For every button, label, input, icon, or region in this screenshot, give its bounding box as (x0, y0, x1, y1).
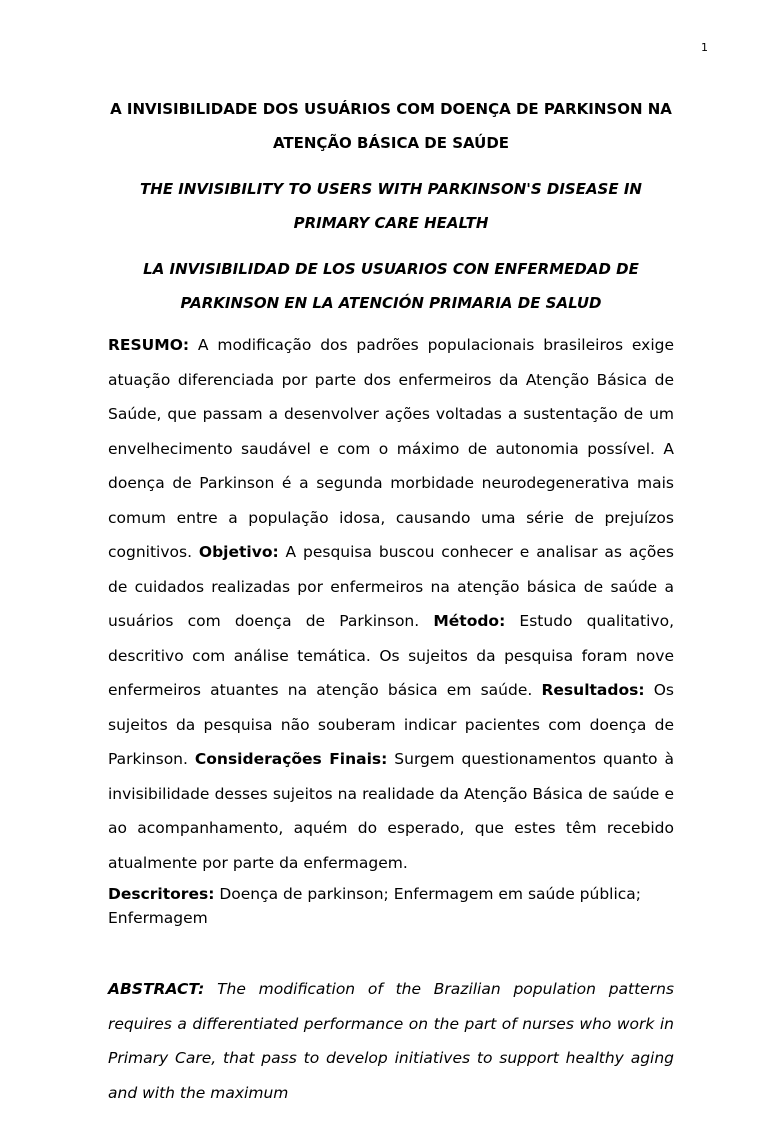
consideracoes-label: Considerações Finais: (194, 750, 388, 768)
resumo-label: RESUMO: (108, 336, 190, 354)
resumo-paragraph (108, 328, 674, 880)
paper-body (108, 92, 674, 1126)
title-english: THE INVISIBILITY TO USERS WITH PARKINSON'S DISEASE IN PRIMARY CARE HEALTH (140, 180, 642, 232)
resumo-intro: A modificação dos padrões populacionais brasileiros exige atuação diferenciada por parte dos enfermeiros da Atenção Básica de Saúde, que passam a desenvolver ações voltadas a sustentação de um envelhecimento saudável e com o máximo de autonomia possível. A doença de Parkinson é a segunda morbidade neurodegenerativa mais comum entre a população idosa, causando uma série de prejuízos cognitivos. (108, 336, 674, 561)
objetivo-label: Objetivo: (198, 543, 279, 561)
consideracoes-text: Surgem questionamentos quanto à invisibilidade desses sujeitos na realidade da Atenção Básica de saúde e ao acompanhamento, aquém do esperado, que estes têm recebido atualmente por parte da enfermagem. (108, 750, 674, 872)
page-number: 1 (701, 41, 708, 54)
resultados-text: Os sujeitos da pesquisa não souberam indicar pacientes com doença de Parkinson. (108, 681, 674, 768)
title-spanish: LA INVISIBILIDAD DE LOS USUARIOS CON ENFERMEDAD DE PARKINSON EN LA ATENCIÓN PRIMARIA DE SALUD (143, 260, 639, 312)
descritores-line (108, 882, 674, 930)
abstract-text: The modification of the Brazilian population patterns requires a differentiated performance on the part of nurses who work in Primary Care, that pass to develop initiatives to support healthy aging and with the maximum (108, 980, 674, 1102)
descritores-text: Doença de parkinson; Enfermagem em saúde pública; Enfermagem (108, 885, 642, 927)
title-portuguese: A INVISIBILIDADE DOS USUÁRIOS COM DOENÇA DE PARKINSON NA ATENÇÃO BÁSICA DE SAÚDE (110, 100, 672, 152)
metodo-label: Método: (433, 612, 506, 630)
objetivo-text: A pesquisa buscou conhecer e analisar as ações de cuidados realizadas por enfermeiros na atenção básica de saúde a usuários com doença de Parkinson. (108, 543, 674, 630)
resultados-label: Resultados: (541, 681, 645, 699)
abstract-label: ABSTRACT: (108, 980, 205, 998)
abstract-paragraph (108, 972, 674, 1110)
descritores-label: Descritores: (108, 885, 215, 903)
metodo-text: Estudo qualitativo, descritivo com análise temática. Os sujeitos da pesquisa foram nove enfermeiros atuantes na atenção básica em saúde. (108, 612, 674, 699)
